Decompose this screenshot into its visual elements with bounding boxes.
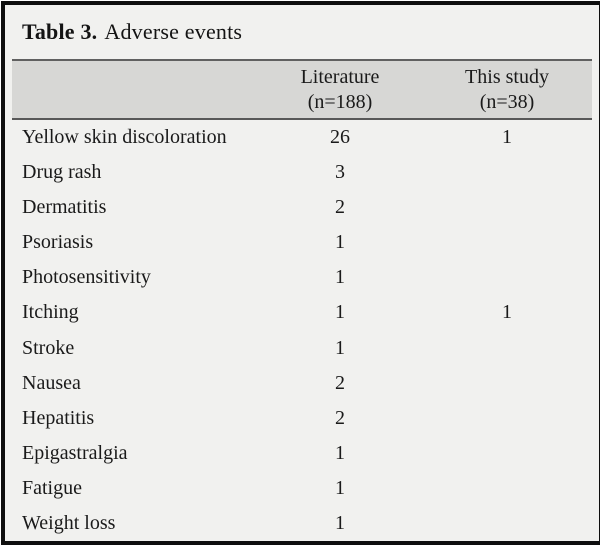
header-this-study-column — [422, 65, 592, 115]
adverse-event-label: Psoriasis — [22, 231, 94, 254]
adverse-event-label: Drug rash — [22, 161, 102, 184]
header-literature-label: Literature — [300, 65, 380, 88]
literature-count: 2 — [335, 371, 345, 394]
literature-count: 1 — [335, 511, 345, 534]
this-study-count: 1 — [502, 126, 512, 149]
table-row — [12, 330, 592, 365]
table-row — [12, 401, 592, 436]
adverse-event-label: Itching — [22, 301, 79, 324]
literature-count: 1 — [335, 231, 345, 254]
literature-count: 2 — [335, 196, 345, 219]
table-row — [12, 225, 592, 260]
adverse-event-label: Yellow skin discoloration — [22, 126, 227, 149]
table-body — [12, 120, 592, 541]
header-this-study-label: This study — [465, 65, 549, 88]
literature-count: 1 — [335, 476, 345, 499]
table-row — [12, 295, 592, 330]
table-row — [12, 190, 592, 225]
adverse-event-label: Weight loss — [22, 511, 116, 534]
table-row — [12, 155, 592, 190]
literature-count: 1 — [335, 336, 345, 359]
table-row — [12, 471, 592, 506]
literature-count: 1 — [335, 441, 345, 464]
adverse-events-table — [12, 59, 592, 541]
literature-count: 2 — [335, 406, 345, 429]
table-row — [12, 120, 592, 155]
adverse-event-label: Dermatitis — [22, 196, 107, 219]
adverse-event-label: Photosensitivity — [22, 266, 151, 289]
table-row — [12, 506, 592, 541]
adverse-event-label: Hepatitis — [22, 406, 95, 429]
this-study-count: 1 — [502, 301, 512, 324]
table-row — [12, 260, 592, 295]
table-row — [12, 436, 592, 471]
table-header-row — [12, 59, 592, 120]
header-this-study-n: (n=38) — [479, 90, 535, 113]
adverse-event-label: Stroke — [22, 336, 75, 359]
adverse-event-label: Fatigue — [22, 476, 82, 499]
literature-count: 1 — [335, 301, 345, 324]
table-row — [12, 366, 592, 401]
table-caption: Adverse events — [104, 19, 243, 44]
adverse-event-label: Epigastralgia — [22, 441, 128, 464]
header-literature-n: (n=188) — [307, 90, 373, 113]
table-title — [22, 17, 242, 47]
literature-count: 26 — [330, 126, 350, 149]
literature-count: 1 — [335, 266, 345, 289]
adverse-event-label: Nausea — [22, 371, 81, 394]
literature-count: 3 — [335, 161, 345, 184]
table-card — [1, 1, 600, 545]
table-number: Table 3. — [22, 19, 98, 44]
header-literature-column — [258, 65, 422, 115]
